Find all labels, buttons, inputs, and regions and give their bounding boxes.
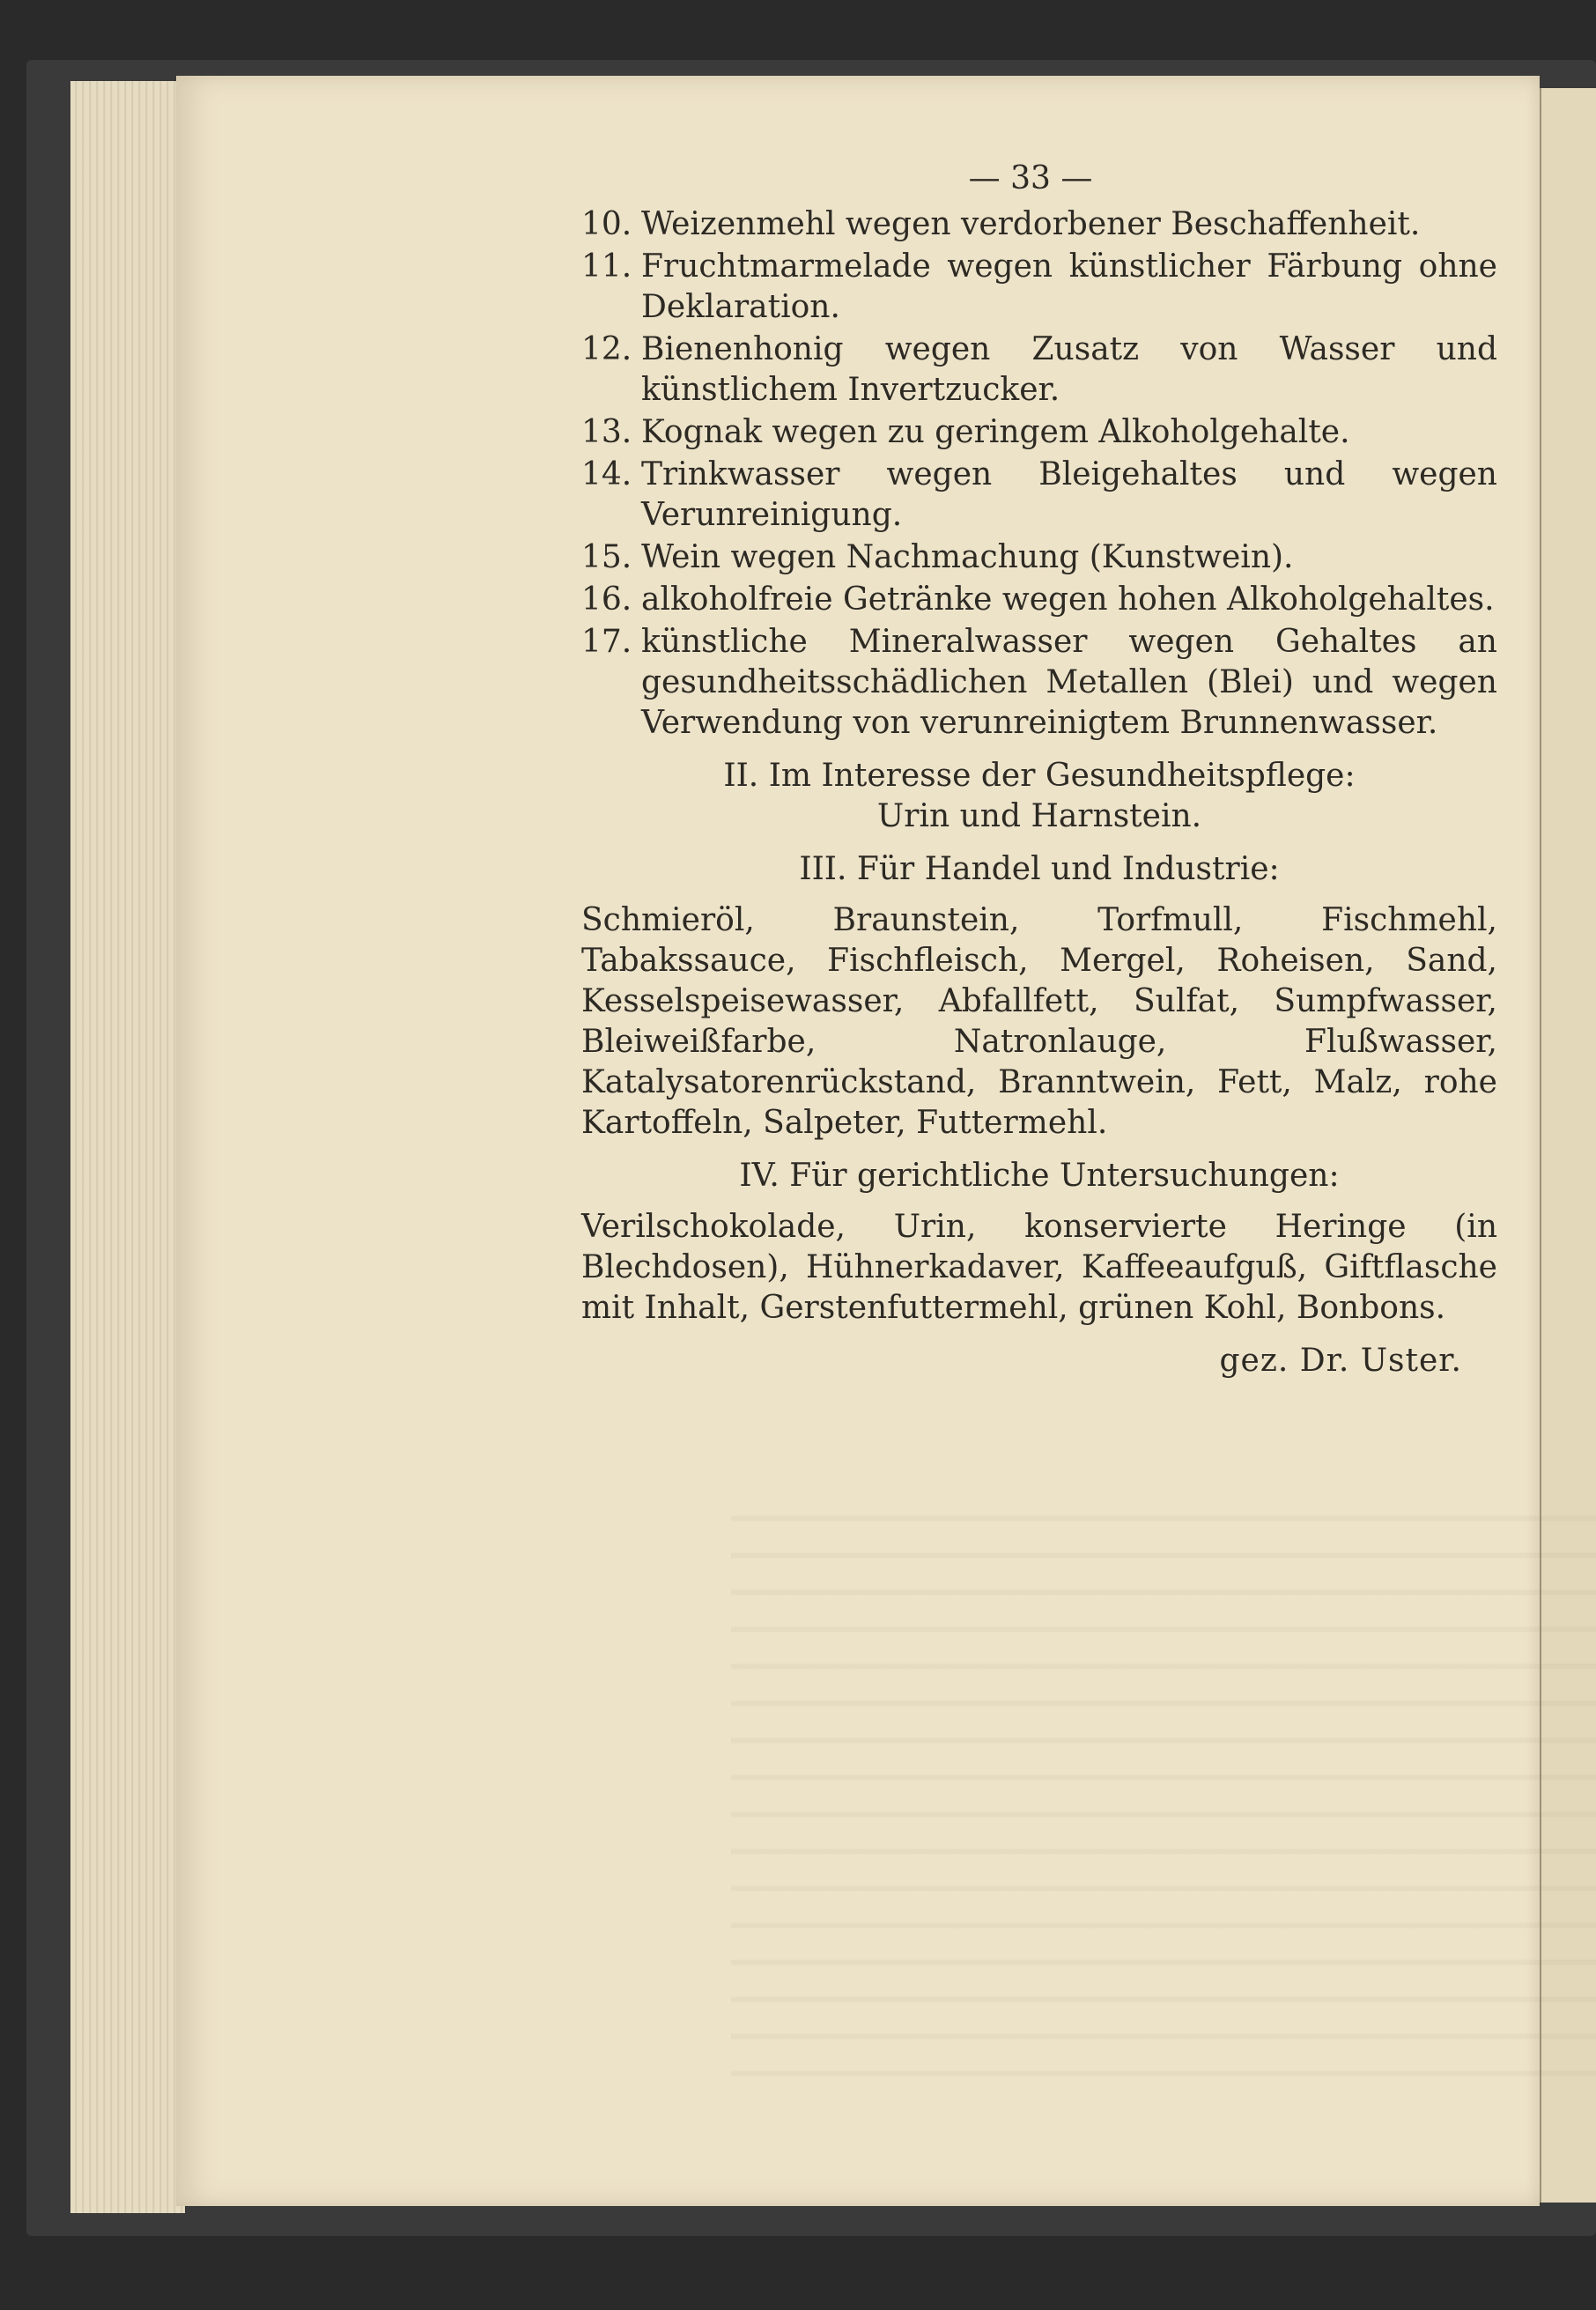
list-number: 10. xyxy=(581,206,632,242)
page-number: — 33 — xyxy=(968,160,1093,196)
list-text: Trinkwasser wegen Bleigehaltes und wegen Verunreinigung. xyxy=(641,456,1497,533)
section-heading: II. Im Interesse der Gesundheitspflege: xyxy=(723,758,1356,794)
list-text: Kognak wegen zu geringem Alkoholgehalte. xyxy=(641,414,1350,450)
list-text: Bienenhonig wegen Zusatz von Wasser und künstlichem Invertzucker. xyxy=(641,331,1497,408)
section-body: Urin und Harnstein. xyxy=(876,798,1202,834)
page-edges xyxy=(70,81,185,2213)
list-number: 15. xyxy=(581,539,632,575)
list-number: 13. xyxy=(581,414,632,450)
list-number: 17. xyxy=(581,624,632,660)
list-text: Weizenmehl wegen verdorbener Beschaffenheit. xyxy=(641,206,1421,242)
list-number: 11. xyxy=(581,248,632,285)
signature: gez. Dr. Uster. xyxy=(1219,1343,1462,1379)
section-body: Verilschokolade, Urin, konservierte Heringe (in Blechdosen), Hühnerkadaver, Kaffeeaufguß, Giftflasche mit Inhalt, Gerstenfuttermehl, grünen Kohl, Bonbons. xyxy=(581,1209,1497,1326)
list-text: künstliche Mineralwasser wegen Gehaltes an gesundheitsschädlichen Metallen (Blei) und wegen Verwendung von verunreinigtem Brunnenwasser. xyxy=(641,624,1497,741)
page-text xyxy=(581,159,1497,1381)
bleed-through xyxy=(731,1485,1596,2102)
list-text: Fruchtmarmelade wegen künstlicher Färbung ohne Deklaration. xyxy=(641,248,1497,325)
section-body: Schmieröl, Braunstein, Torfmull, Fischmehl, Tabakssauce, Fischfleisch, Mergel, Roheisen, Sand, Kesselspeisewasser, Abfallfett, Sulfat, Sumpfwasser, Bleiweißfarbe, Natronlauge, Flußwasser, Katalysatorenrückstand, Branntwein, Fett, Malz, rohe Kartoffeln, Salpeter, Futtermehl. xyxy=(581,902,1497,1141)
list-number: 14. xyxy=(581,456,632,492)
list-item xyxy=(581,455,1497,536)
list-item xyxy=(581,580,1497,620)
list-text: alkoholfreie Getränke wegen hohen Alkoholgehaltes. xyxy=(641,581,1495,618)
list-number: 16. xyxy=(581,581,632,618)
list-number: 12. xyxy=(581,331,632,367)
list-item xyxy=(581,622,1497,744)
list-text: Wein wegen Nachmachung (Kunstwein). xyxy=(641,539,1294,575)
section-heading: III. Für Handel und Industrie: xyxy=(799,851,1280,887)
list-item xyxy=(581,537,1497,578)
section-heading: IV. Für gerichtliche Untersuchungen: xyxy=(739,1158,1340,1194)
list-item xyxy=(581,329,1497,411)
list-item xyxy=(581,412,1497,453)
list-item xyxy=(581,247,1497,328)
list-item xyxy=(581,204,1497,245)
